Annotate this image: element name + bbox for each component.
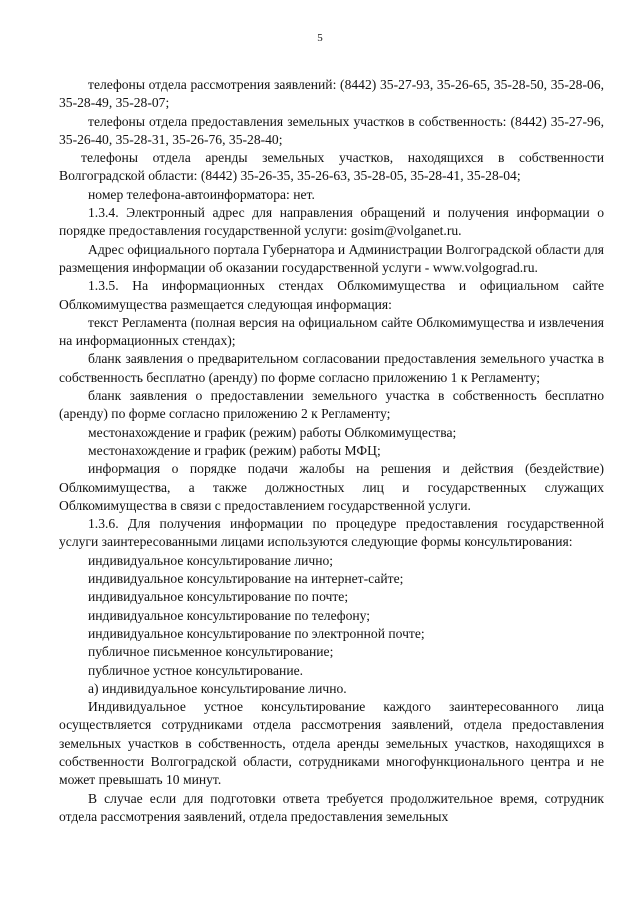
portal-address: Адрес официального портала Губернатора и Администрации Волгоградской области для размещения информации об оказании государственной услуги - www.volgograd.ru. (59, 241, 604, 275)
subsection-a: а) индивидуальное консультирование лично. (88, 680, 347, 696)
list-item-agency-schedule: местонахождение и график (режим) работы Облкомимущества; (88, 424, 457, 440)
section-1-3-6: 1.3.6. Для получения информации по процедуре предоставления государственной услуги заинтересованными лицами используются следующие формы консультирования: (59, 516, 604, 550)
phones-ownership-dept: телефоны отдела предоставления земельных участков в собственность: (8442) 35-27-96, 35-26-40, 35-28-31, 35-26-76, 35-28-40; (59, 113, 604, 147)
long-answer-paragraph: В случае если для подготовки ответа требуется продолжительное время, сотрудник отдела рассмотрения заявлений, отдела предоставления земельных (59, 790, 604, 824)
page-number: 5 (317, 32, 323, 44)
list-item-public-written: публичное письменное консультирование; (88, 644, 334, 660)
list-item-consult-phone: индивидуальное консультирование по телефону; (88, 607, 371, 623)
oral-consultation-paragraph: Индивидуальное устное консультирование каждого заинтересованного лица осуществляется сотрудниками отдела рассмотрения заявлений, отдела предоставления земельных участков в собственность, отдела аренды земельных участков, находящихся в собственности Волгоградской области, сотрудниками многофункционального центра и не может превышать 10 минут. (59, 699, 604, 788)
list-item-consult-website: индивидуальное консультирование на интернет-сайте; (88, 571, 404, 587)
document-body (59, 76, 604, 826)
autoinformer-phone: номер телефона-автоинформатора: нет. (88, 186, 315, 202)
list-item-complaint-info: информация о порядке подачи жалобы на решения и действия (бездействие) Облкомимущества, а также должностных лиц и государственных служащих Облкомимущества в связи с предоставлением государственной услуги. (59, 461, 604, 513)
list-item-public-oral: публичное устное консультирование. (88, 662, 304, 678)
list-item-regulation-text: текст Регламента (полная версия на официальном сайте Облкомимущества и извлечения на информационных стендах); (59, 314, 604, 349)
section-1-3-5: 1.3.5. На информационных стендах Облкомимущества и официальном сайте Облкомимущества размещается следующая информация: (59, 278, 604, 312)
list-item-mfc-schedule: местонахождение и график (режим) работы МФЦ; (88, 442, 381, 458)
list-item-consult-mail: индивидуальное консультирование по почте; (88, 589, 349, 605)
list-item-consult-email: индивидуальное консультирование по электронной почте; (88, 625, 425, 641)
list-item-consult-in-person: индивидуальное консультирование лично; (88, 552, 334, 568)
phones-review-dept: телефоны отдела рассмотрения заявлений: (8442) 35-27-93, 35-26-65, 35-28-50, 35-28-06, 35-28-49, 35-28-07; (59, 77, 604, 111)
phones-lease-dept: телефоны отдела аренды земельных участков, находящихся в собственности Волгоградской области: (8442) 35-26-35, 35-26-63, 35-28-05, 35-28-41, 35-28-04; (59, 150, 604, 184)
section-1-3-4: 1.3.4. Электронный адрес для направления обращений и получения информации о порядке предоставления государственной услуги: gosim@volganet.ru. (59, 205, 604, 239)
list-item-provision-form: бланк заявления о предоставлении земельного участка в собственность бесплатно (аренду) по форме согласно приложению 2 к Регламенту; (59, 388, 604, 422)
list-item-preliminary-form: бланк заявления о предварительном согласовании предоставления земельного участка в собственность бесплатно (аренду) по форме согласно приложению 1 к Регламенту; (59, 351, 604, 385)
